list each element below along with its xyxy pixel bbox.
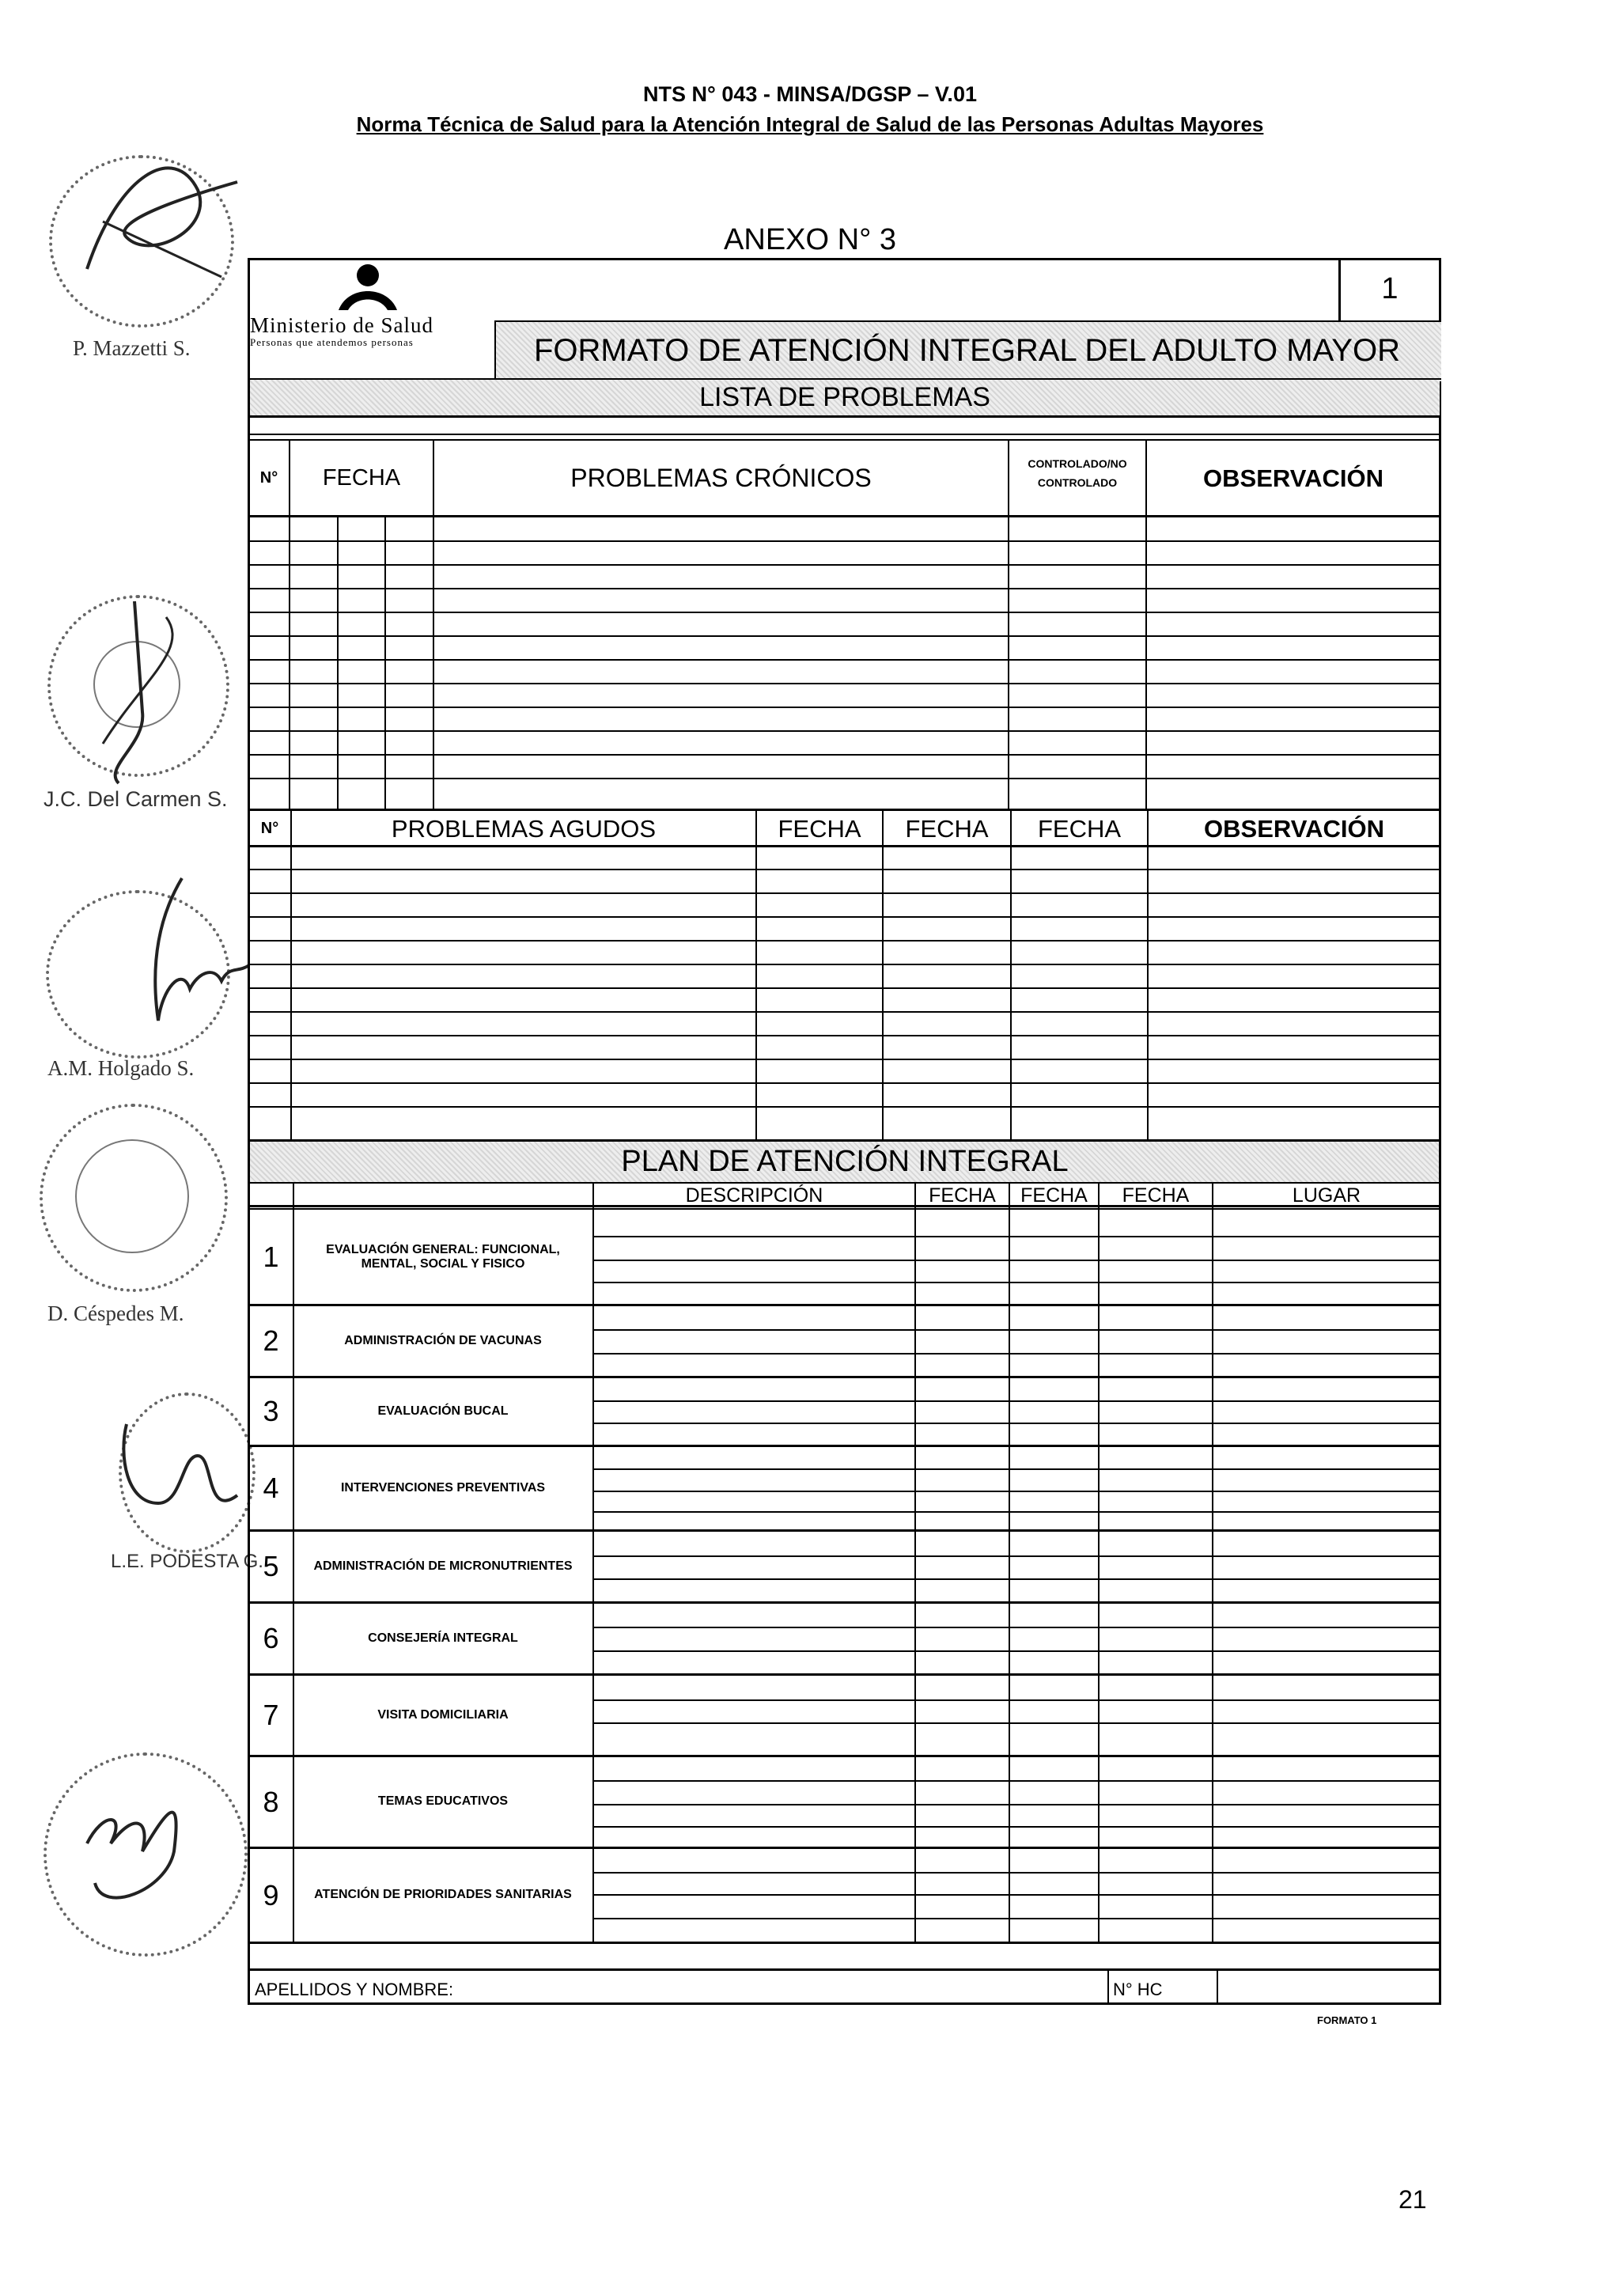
plan-row-label: INTERVENCIONES PREVENTIVAS (340, 1480, 546, 1495)
plan-row-number: 4 (263, 1472, 279, 1505)
rule (290, 809, 292, 1141)
rule (248, 439, 1441, 441)
rule (248, 635, 1441, 637)
rule (248, 892, 1441, 894)
rule (592, 1236, 1441, 1237)
plan-col-desc: DESCRIPCIÓN (685, 1184, 823, 1207)
rule (1217, 1968, 1218, 2005)
rule (248, 588, 1441, 589)
plan-title: PLAN DE ATENCIÓN INTEGRAL (621, 1145, 1069, 1179)
signature-name-5: L.E. PODESTA G. (111, 1551, 263, 1572)
rule (248, 1011, 1441, 1013)
ministry-logo-icon (332, 261, 403, 316)
document-code: NTS N° 043 - MINSA/DGSP – V.01 (643, 82, 977, 106)
rule (592, 1627, 1441, 1628)
chronic-col-no: N° (259, 469, 278, 487)
rule (248, 434, 1441, 435)
rule (592, 1872, 1441, 1874)
plan-row-label: ATENCIÓN DE PRIORIDADES SANITARIAS (314, 1888, 572, 1902)
signature-5 (111, 1408, 261, 1535)
plan-row-number: 3 (263, 1395, 279, 1428)
rule (1009, 1182, 1010, 1942)
rule (592, 1511, 1441, 1513)
acute-col-fecha-1: FECHA (778, 814, 861, 843)
rule (248, 916, 1441, 918)
rule (248, 540, 1441, 542)
rule (1107, 1968, 1109, 2005)
plan-row-number: 8 (263, 1785, 279, 1818)
rule (248, 730, 1441, 732)
rule (592, 1491, 1441, 1492)
plan-row-number: 6 (263, 1622, 279, 1655)
rule (592, 1918, 1441, 1919)
rule (1010, 809, 1012, 1141)
plan-row-label: ADMINISTRACIÓN DE MICRONUTRIENTES (313, 1559, 573, 1573)
rule (248, 754, 1441, 756)
signature-name-4: D. Céspedes M. (47, 1301, 184, 1325)
rule (248, 1082, 1441, 1084)
signature-name-3: A.M. Holgado S. (47, 1056, 195, 1080)
rule (592, 1353, 1441, 1354)
rule (248, 845, 1441, 847)
plan-row-number: 5 (263, 1550, 279, 1583)
rule (248, 659, 1441, 661)
rule (882, 809, 884, 1141)
rule (914, 1182, 916, 1942)
signature-name-2: J.C. Del Carmen S. (44, 787, 228, 811)
plan-row-label: VISITA DOMICILIARIA (377, 1707, 509, 1722)
rule (592, 1260, 1441, 1261)
chronic-col-obs: OBSERVACIÓN (1203, 464, 1383, 492)
signature-2 (71, 585, 229, 791)
rule (248, 1968, 1441, 1971)
rule (248, 1059, 1441, 1060)
plan-row-label: CONSEJERÍA INTEGRAL (368, 1631, 518, 1645)
chronic-col-problem: PROBLEMAS CRÓNICOS (570, 464, 872, 493)
rule (592, 1650, 1441, 1652)
formato-label: FORMATO 1 (1317, 2014, 1377, 2026)
rule (248, 612, 1441, 613)
signature-3 (63, 870, 253, 1044)
rule (248, 940, 1441, 942)
rule (248, 778, 1441, 779)
rule (248, 1106, 1441, 1108)
rule (592, 1894, 1441, 1896)
rule (1147, 809, 1149, 1141)
rule (592, 1826, 1441, 1828)
plan-col-fecha-3: FECHA (1122, 1184, 1190, 1207)
rule (592, 1722, 1441, 1724)
rule (293, 1182, 294, 1942)
chronic-col-fecha: FECHA (322, 464, 401, 491)
rule (592, 1578, 1441, 1580)
rule (248, 515, 1441, 517)
acute-col-obs: OBSERVACIÓN (1204, 814, 1384, 843)
rule (592, 1804, 1441, 1805)
acute-col-problem: PROBLEMAS AGUDOS (391, 814, 657, 843)
form-number: 1 (1381, 272, 1399, 306)
rule (248, 1942, 1441, 1944)
problem-list-title: LISTA DE PROBLEMAS (699, 381, 990, 412)
rule (592, 1182, 594, 1942)
chronic-col-control-1: CONTROLADO/NO (1028, 457, 1127, 470)
plan-col-fecha-2: FECHA (1020, 1184, 1088, 1207)
document-subtitle: Norma Técnica de Salud para la Atención Integral de Salud de las Personas Adultas Mayores (356, 112, 1264, 136)
rule (248, 964, 1441, 965)
signature-1 (55, 127, 245, 324)
rule (248, 987, 1441, 989)
rule (592, 1468, 1441, 1470)
rule (1212, 1182, 1213, 1942)
rule (1098, 1182, 1100, 1942)
rule (592, 1555, 1441, 1557)
ministry-tagline: Personas que atendemos personas (250, 336, 414, 348)
annex-title: ANEXO N° 3 (724, 223, 896, 256)
rule (592, 1423, 1441, 1424)
rule (592, 1329, 1441, 1331)
seal-4-inner (75, 1139, 189, 1253)
rule (248, 564, 1441, 566)
plan-row-number: 7 (263, 1699, 279, 1732)
rule (592, 1780, 1441, 1782)
chronic-col-control-2: CONTROLADO (1037, 476, 1118, 489)
rule (248, 707, 1441, 708)
rule (384, 515, 386, 811)
hc-label: N° HC (1113, 1980, 1163, 1999)
rule (592, 1699, 1441, 1701)
plan-row-number: 2 (263, 1324, 279, 1358)
plan-row-label: ADMINISTRACIÓN DE VACUNAS (344, 1333, 542, 1347)
form-title: FORMATO DE ATENCIÓN INTEGRAL DEL ADULTO MAYOR (534, 332, 1400, 368)
page-number: 21 (1399, 2185, 1427, 2214)
acute-col-fecha-2: FECHA (905, 814, 989, 843)
plan-row-label: TEMAS EDUCATIVOS (377, 1794, 509, 1809)
signature-name-1: P. Mazzetti S. (73, 336, 191, 360)
names-label: APELLIDOS Y NOMBRE: (255, 1980, 454, 1999)
rule (248, 869, 1441, 870)
signature-6 (63, 1780, 221, 1923)
plan-row-number: 1 (263, 1241, 279, 1274)
acute-col-fecha-3: FECHA (1037, 814, 1122, 843)
rule (248, 1035, 1441, 1036)
acute-col-no: N° (260, 820, 279, 837)
ministry-name: Ministerio de Salud (250, 313, 433, 337)
plan-row-number: 9 (263, 1878, 279, 1911)
rule (755, 809, 757, 1141)
rule (337, 515, 339, 811)
rule (592, 1282, 1441, 1283)
rule (248, 683, 1441, 684)
rule (592, 1400, 1441, 1402)
plan-col-fecha-1: FECHA (929, 1184, 996, 1207)
plan-col-lugar: LUGAR (1292, 1184, 1361, 1207)
plan-row-label: EVALUACIÓN BUCAL (377, 1404, 509, 1418)
plan-row-label: EVALUACIÓN GENERAL: FUNCIONAL, MENTAL, SOCIAL Y FISICO (326, 1242, 560, 1271)
